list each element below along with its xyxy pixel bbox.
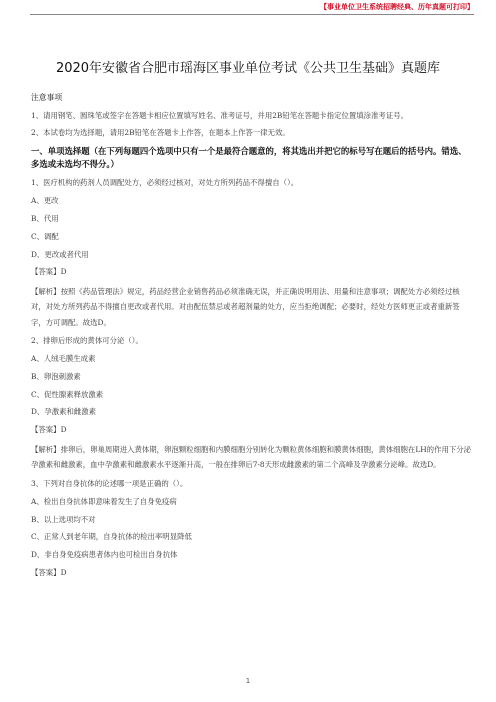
question-3-option-a: A、检出自身抗体即意味着发生了自身免疫病 — [31, 496, 177, 506]
question-3: 3、下列对自身抗体的论述哪一项是正确的（）。 — [31, 478, 188, 488]
document-body — [31, 92, 471, 585]
question-3-option-d: D、非自身免疫病患者体内也可检出自身抗体 — [31, 550, 178, 560]
question-2-option-b: B、卵泡刺激素 — [31, 371, 81, 381]
question-2-option-a: A、人绒毛膜生成素 — [31, 354, 96, 364]
question-1-option-b: B、代用 — [31, 213, 59, 223]
question-2-answer: 【答案】D — [31, 425, 67, 435]
header-banner: 【事业单位卫生系统招聘经典、历年真题可打印】 — [320, 3, 474, 11]
document-title: 2020年安徽省合肥市瑶海区事业单位考试《公共卫生基础》真题库 — [55, 61, 441, 76]
question-2: 2、排卵后形成的黄体可分泌（）。 — [31, 336, 143, 346]
header-divider — [30, 14, 474, 15]
question-3-answer: 【答案】D — [31, 567, 67, 577]
question-1-option-a: A、更改 — [31, 196, 59, 206]
section-heading: 一、单项选择题（在下列每题四个选项中只有一个是最符合题意的，将其选出并把它的标号写在题后的括号内。错选、多选或未选均不得分。） — [31, 146, 467, 170]
page-number: 1 — [245, 677, 251, 685]
question-1-answer: 【答案】D — [31, 267, 67, 277]
question-2-option-c: C、促性腺素释放激素 — [31, 389, 104, 399]
question-1-option-d: D、更改或者代用 — [31, 249, 89, 259]
question-3-option-c: C、正常人到老年期，自身抗体的检出率明显降低 — [31, 532, 192, 542]
question-3-option-b: B、以上选项均不对 — [31, 514, 96, 524]
question-1-analysis: 【解析】按照《药品管理法》规定，药品经营企业销售药品必须准确无误，并正确说明用法、用量和注意事项；调配处方必须经过核对，对处方所列药品不得擅自更改或者代用。对由配伍禁忌或者超剂量的处方，应当拒绝调配；必要时，经处方医师更正或者重新签字，方可调配。故选D。 — [31, 287, 460, 327]
question-1-option-c: C、调配 — [31, 231, 59, 241]
question-2-option-d: D、孕激素和雌激素 — [31, 407, 97, 417]
notice-item-1: 1、请用钢笔、圆珠笔或签字在答题卡相应位置填写姓名、准考证号，并用2B铅笔在答题卡指定位置填涂准考证号。 — [31, 110, 408, 120]
notice-item-2: 2、本试卷均为选择题，请用2B铅笔在答题卡上作答，在题本上作答一律无效。 — [31, 128, 290, 138]
notice-heading: 注意事项 — [31, 93, 63, 102]
question-2-analysis: 【解析】排卵后，卵巢周期进入黄体期，卵泡颗粒细胞和内膜细胞分别转化为颗粒黄体细胞和膜黄体细胞，黄体细胞在LH的作用下分泌孕激素和雌激素，血中孕激素和雌激素水平逐渐升高，一般在排卵后7-8天形成雌激素的第二个高峰及孕激素分泌峰。故选D。 — [31, 445, 472, 470]
question-1: 1、医疗机构的药剂人员调配处方，必须经过核对，对处方所列药品不得擅自（）。 — [31, 178, 299, 188]
